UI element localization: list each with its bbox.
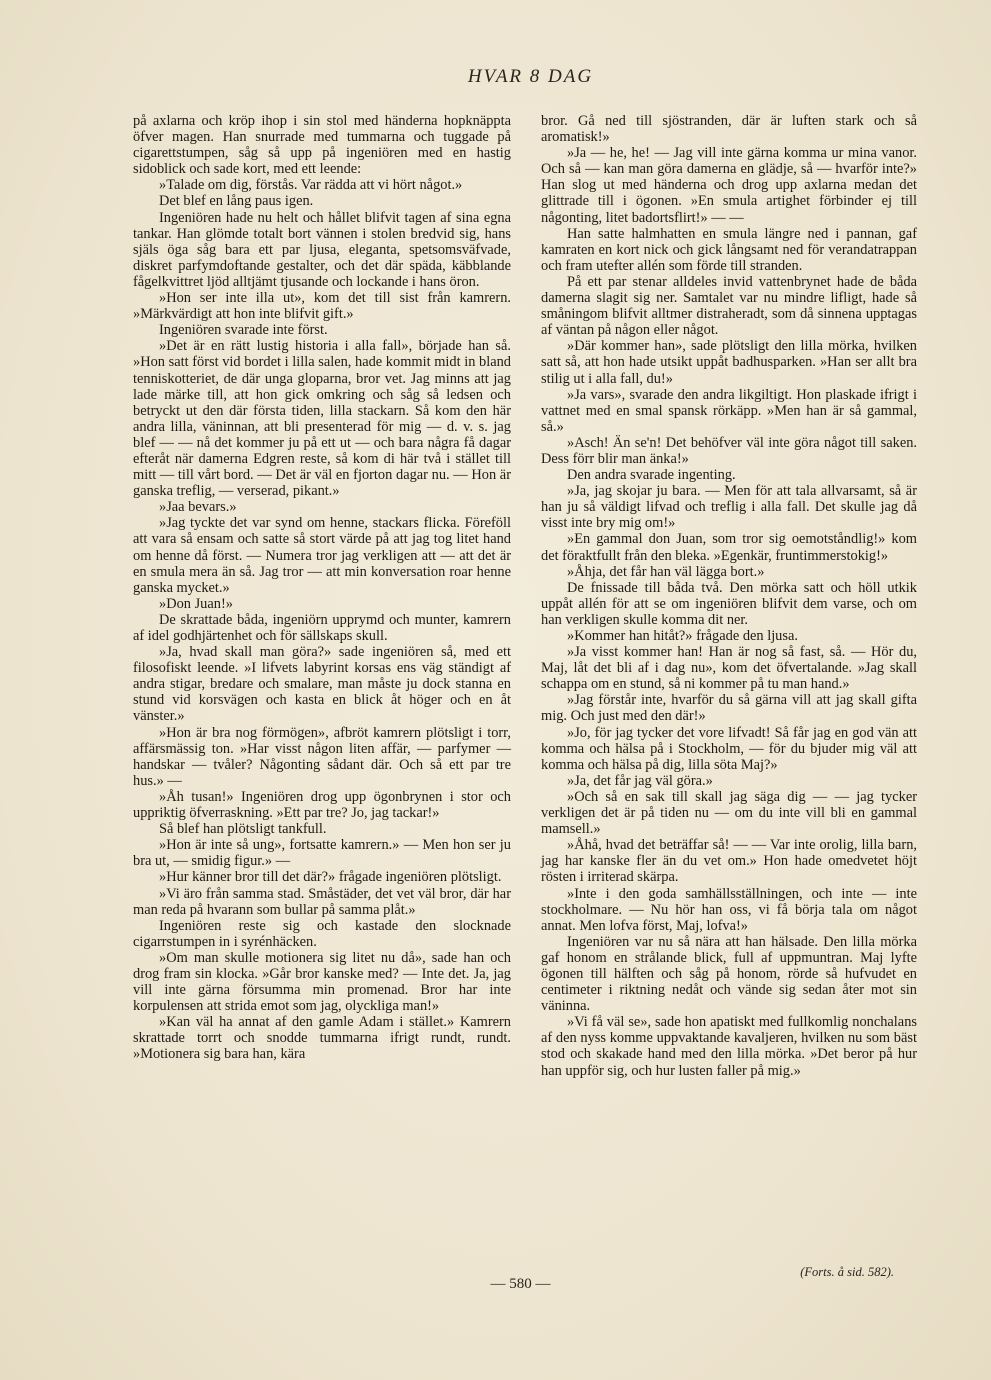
left-column-paragraph: »Hon är inte så ung», fortsatte kamrern.» — Men hon ser ju bra ut, — smidig figur.» — xyxy=(133,837,511,870)
left-column-paragraph: Ingeniören reste sig och kastade den slocknade cigarrstumpen in i syrénhäcken. xyxy=(133,917,511,950)
text-column-left xyxy=(133,113,511,1063)
left-column-paragraph: »Åh tusan!» Ingeniören drog upp ögonbrynen i stor och uppriktig öfverraskning. »Ett par tre? Jo, jag tackar!» xyxy=(133,788,511,822)
left-column-paragraph: Så blef han plötsligt tankfull. xyxy=(159,821,327,838)
right-column-paragraph: »Ja vars», svarade den andra likgiltigt. Hon plaskade ifrigt i vattnet med en smal spansk rörkäpp. »Men han är så gammal, så.» xyxy=(541,386,917,435)
text-column-right xyxy=(541,113,917,1079)
left-column-paragraph: »Om man skulle motionera sig litet nu då», sade han och drog fram sin klocka. »Går bror kanske med? — Inte det. Ja, jag vill inte gärna försumma min promenad. Bror har inte korpulensen att strida emot som jag, olyckliga man!» xyxy=(133,949,511,1015)
left-column-paragraph: Det blef en lång paus igen. xyxy=(159,193,314,210)
right-column-paragraph: »Jag förstår inte, hvarför du så gärna vill att jag skall gifta mig. Och just med den där!» xyxy=(541,692,917,725)
right-column-paragraph: »Och så en sak till skall jag säga dig — — jag tycker verkligen det är på tiden nu — om du inte vill bli en gammal mamsell.» xyxy=(541,788,917,838)
right-column-paragraph: bror. Gå ned till sjöstranden, där är luften stark och så aromatisk!» xyxy=(541,113,917,146)
right-column-paragraph: »Ja — he, he! — Jag vill inte gärna komma ur mina vanor. Och så — kan man göra damerna en glädje, så — hvarför inte?» Han slog ut med händerna och drog upp axlarna medan det glittrade till i ögonen. »En smula artighet förbinder ej till någonting, litet badortsflirt!» — — xyxy=(541,145,917,226)
right-column-paragraph: »Vi få väl se», sade hon apatiskt med fullkomlig nonchalans af den nyss komme uppvaktande kavaljeren, hvilken nu som bäst stod och skakade hand med den lilla mörka. »Det beror på hur han uppför sig, och hur lusten faller på mig.» xyxy=(541,1014,917,1079)
left-column-paragraph: »Det är en rätt lustig historia i alla fall», började han så. »Hon satt först vid bordet i lilla salen, hade kommit midt in bland tenniskotteriet, de där unga gloparna, bror vet. Jag minns att jag lade märke till, att hon gick omkring och såg så ledsen och betryckt ut den där första tiden, lilla stackarn. Så kom den här andra lilla, väninnan, att bli presenterad för mig — d. v. s. jag blef — — nå det kommer ju på ett ut — och bara några få dagar efteråt när damerna Edgren reste, så kom di här två i stället till mitt — till vårt bord. — Det är väl en fjorton dagar nu. — Hon är ganska treflig, — verserad, pikant.» xyxy=(133,338,511,500)
right-column-paragraph: Han satte halmhatten en smula längre ned i pannan, gaf kamraten en kort nick och gick långsamt ned för verandatrappan och fram utefter allén som förde till stranden. xyxy=(541,225,917,274)
left-column-paragraph: »Hon ser inte illa ut», kom det till sist från kamrern. »Märkvärdigt att hon inte blifvit gift.» xyxy=(133,290,511,323)
right-column-paragraph: »En gammal don Juan, som tror sig oemotståndlig!» kom det föraktfullt från den bleka. »Egenkär, fruntimmerstokig!» xyxy=(541,531,917,564)
page-number: — 580 — xyxy=(490,1276,551,1292)
right-column-paragraph: »Ja, jag skojar ju bara. — Men för att tala allvarsamt, så är han ju så väldigt lifvad och treflig i alla fall. Det skulle jag då visst inte bry mig om!» xyxy=(541,483,917,532)
right-column-paragraph: »Ja, det får jag väl göra.» xyxy=(567,772,713,789)
right-column-paragraph: »Kommer han hitåt?» frågade den ljusa. xyxy=(567,628,798,644)
left-column-paragraph: Ingeniören hade nu helt och hållet blifvit tagen af sina egna tankar. Han glömde totalt bort vännen i stolen bredvid sig, hans själs öga såg bara ett par ljusa, eleganta, spetsomsväfvade, diskret parfymdoftande gestalter, och det där späda, käbblande fågelkvittret ljöd alltjämt tjusande och lockande i hans öron. xyxy=(133,209,511,290)
right-column-paragraph: »Åhja, det får han väl lägga bort.» xyxy=(567,563,765,580)
right-column-paragraph: »Jo, för jag tycker det vore lifvadt! Så får jag en god vän att komma och hälsa på i Stockholm, — för du bjuder mig väl att komma och hälsa på dig, lilla söta Maj?» xyxy=(541,724,917,773)
left-column-paragraph: »Kan väl ha annat af den gamle Adam i stället.» Kamrern skrattade torrt och snodde tummarna ifrigt rundt, rundt. »Motionera sig bara han, kära xyxy=(133,1014,511,1063)
right-column-paragraph: »Åhå, hvad det beträffar så! — — Var inte orolig, lilla barn, jag har kanske fler än du vet om.» Hon hade omedvetet höjt rösten i irriterad skärpa. xyxy=(541,837,917,886)
continuation-note: (Forts. å sid. 582). xyxy=(800,1265,894,1279)
right-column-paragraph: »Ja visst kommer han! Han är nog så fast, så. — Hör du, Maj, låt det bli af i dag nu», kom det öfvertalande. »Jag skall schappa om en stund, så ni kommer på tu man hand.» xyxy=(541,644,917,693)
right-column-paragraph: »Inte i den goda samhällsställningen, och inte — inte stockholmare. — Nu hör han oss, vi få börja tala om något annat. Men lofva först, Maj, lofva!» xyxy=(541,885,917,934)
left-column-paragraph: »Ja, hvad skall man göra?» sade ingeniören så, med ett filosofiskt leende. »I lifvets labyrint korsas ens väg ständigt af andra stigar, bredare och smalare, man måste ju dock stanna en stund vid korsvägen och kasta en blick åt höger och en åt vänster.» xyxy=(133,644,511,725)
left-column-paragraph: »Vi äro från samma stad. Småstäder, det vet väl bror, där har man reda på hvarann som bullar på samma plåt.» xyxy=(133,885,511,918)
right-column-paragraph: Ingeniören var nu så nära att han hälsade. Den lilla mörka gaf honom en strålande blick, full af uppmuntran. Maj lyfte ögonen till hälften och såg på honom, rörde så hufvudet en centimeter i riktning nedåt och vände sig sedan åter mot sin väninna. xyxy=(541,933,917,1015)
right-column-paragraph: De fnissade till båda två. Den mörka satt och höll utkik uppåt allén för att se om ingeniören blifvit dem varse, och om han verkligen skulle komma dit ner. xyxy=(541,579,917,628)
right-column-paragraph: »Där kommer han», sade plötsligt den lilla mörka, hvilken satt så, att hon hade utsikt uppåt badhusparken. »Han ser allt bra stilig ut i alla fall, du!» xyxy=(541,338,917,387)
right-column-paragraph: »Asch! Än se'n! Det behöfver väl inte göra något till saken. Dess förr blir man änka!» xyxy=(541,434,917,467)
running-head: HVAR 8 DAG xyxy=(467,66,594,87)
left-column-paragraph: »Jag tyckte det var synd om henne, stackars flicka. Föreföll att vara så ensam och satte så stort värde på att jag tog litet hand om henne då först. — Numera tror jag verkligen att — att det är en smula mera än så. Jag tror — att min konversation roar henne ganska mycket.» xyxy=(133,515,511,596)
right-column-paragraph: På ett par stenar alldeles invid vattenbrynet hade de båda damerna slagit sig ner. Samtalet var nu mindre lifligt, hade så småningom blifvit alltmer distraheradt, som då sinnena upptagas af väntan på någon eller något. xyxy=(541,273,917,339)
left-column-paragraph: »Don Juan!» xyxy=(159,595,233,612)
left-column-paragraph: De skrattade båda, ingeniörn upprymd och munter, kamrern af idel godhjärtenhet och för sällskaps skull. xyxy=(133,611,511,644)
left-column-paragraph: »Talade om dig, förstås. Var rädda att vi hört något.» xyxy=(159,177,463,194)
right-column-paragraph: Den andra svarade ingenting. xyxy=(567,467,736,484)
left-column-paragraph: Ingeniören svarade inte först. xyxy=(159,322,328,339)
left-column-paragraph: »Jaa bevars.» xyxy=(159,499,237,516)
left-column-paragraph: »Hon är bra nog förmögen», afbröt kamrern plötsligt i torr, affärsmässig ton. »Har visst någon liten affär, — parfymer — handskar — tvåler? Någonting sådant där. Och så ett par tre hus.» — xyxy=(133,724,511,789)
left-column-paragraph: på axlarna och kröp ihop i sin stol med händerna hopknäppta öfver magen. Han snurrade med tummarna och tuggade på cigarettstumpen, såg så upp på ingeniören med en hastig sidoblick och sade kort, med ett leende: xyxy=(133,113,511,178)
left-column-paragraph: »Hur känner bror till det där?» frågade ingeniören plötsligt. xyxy=(159,869,502,886)
